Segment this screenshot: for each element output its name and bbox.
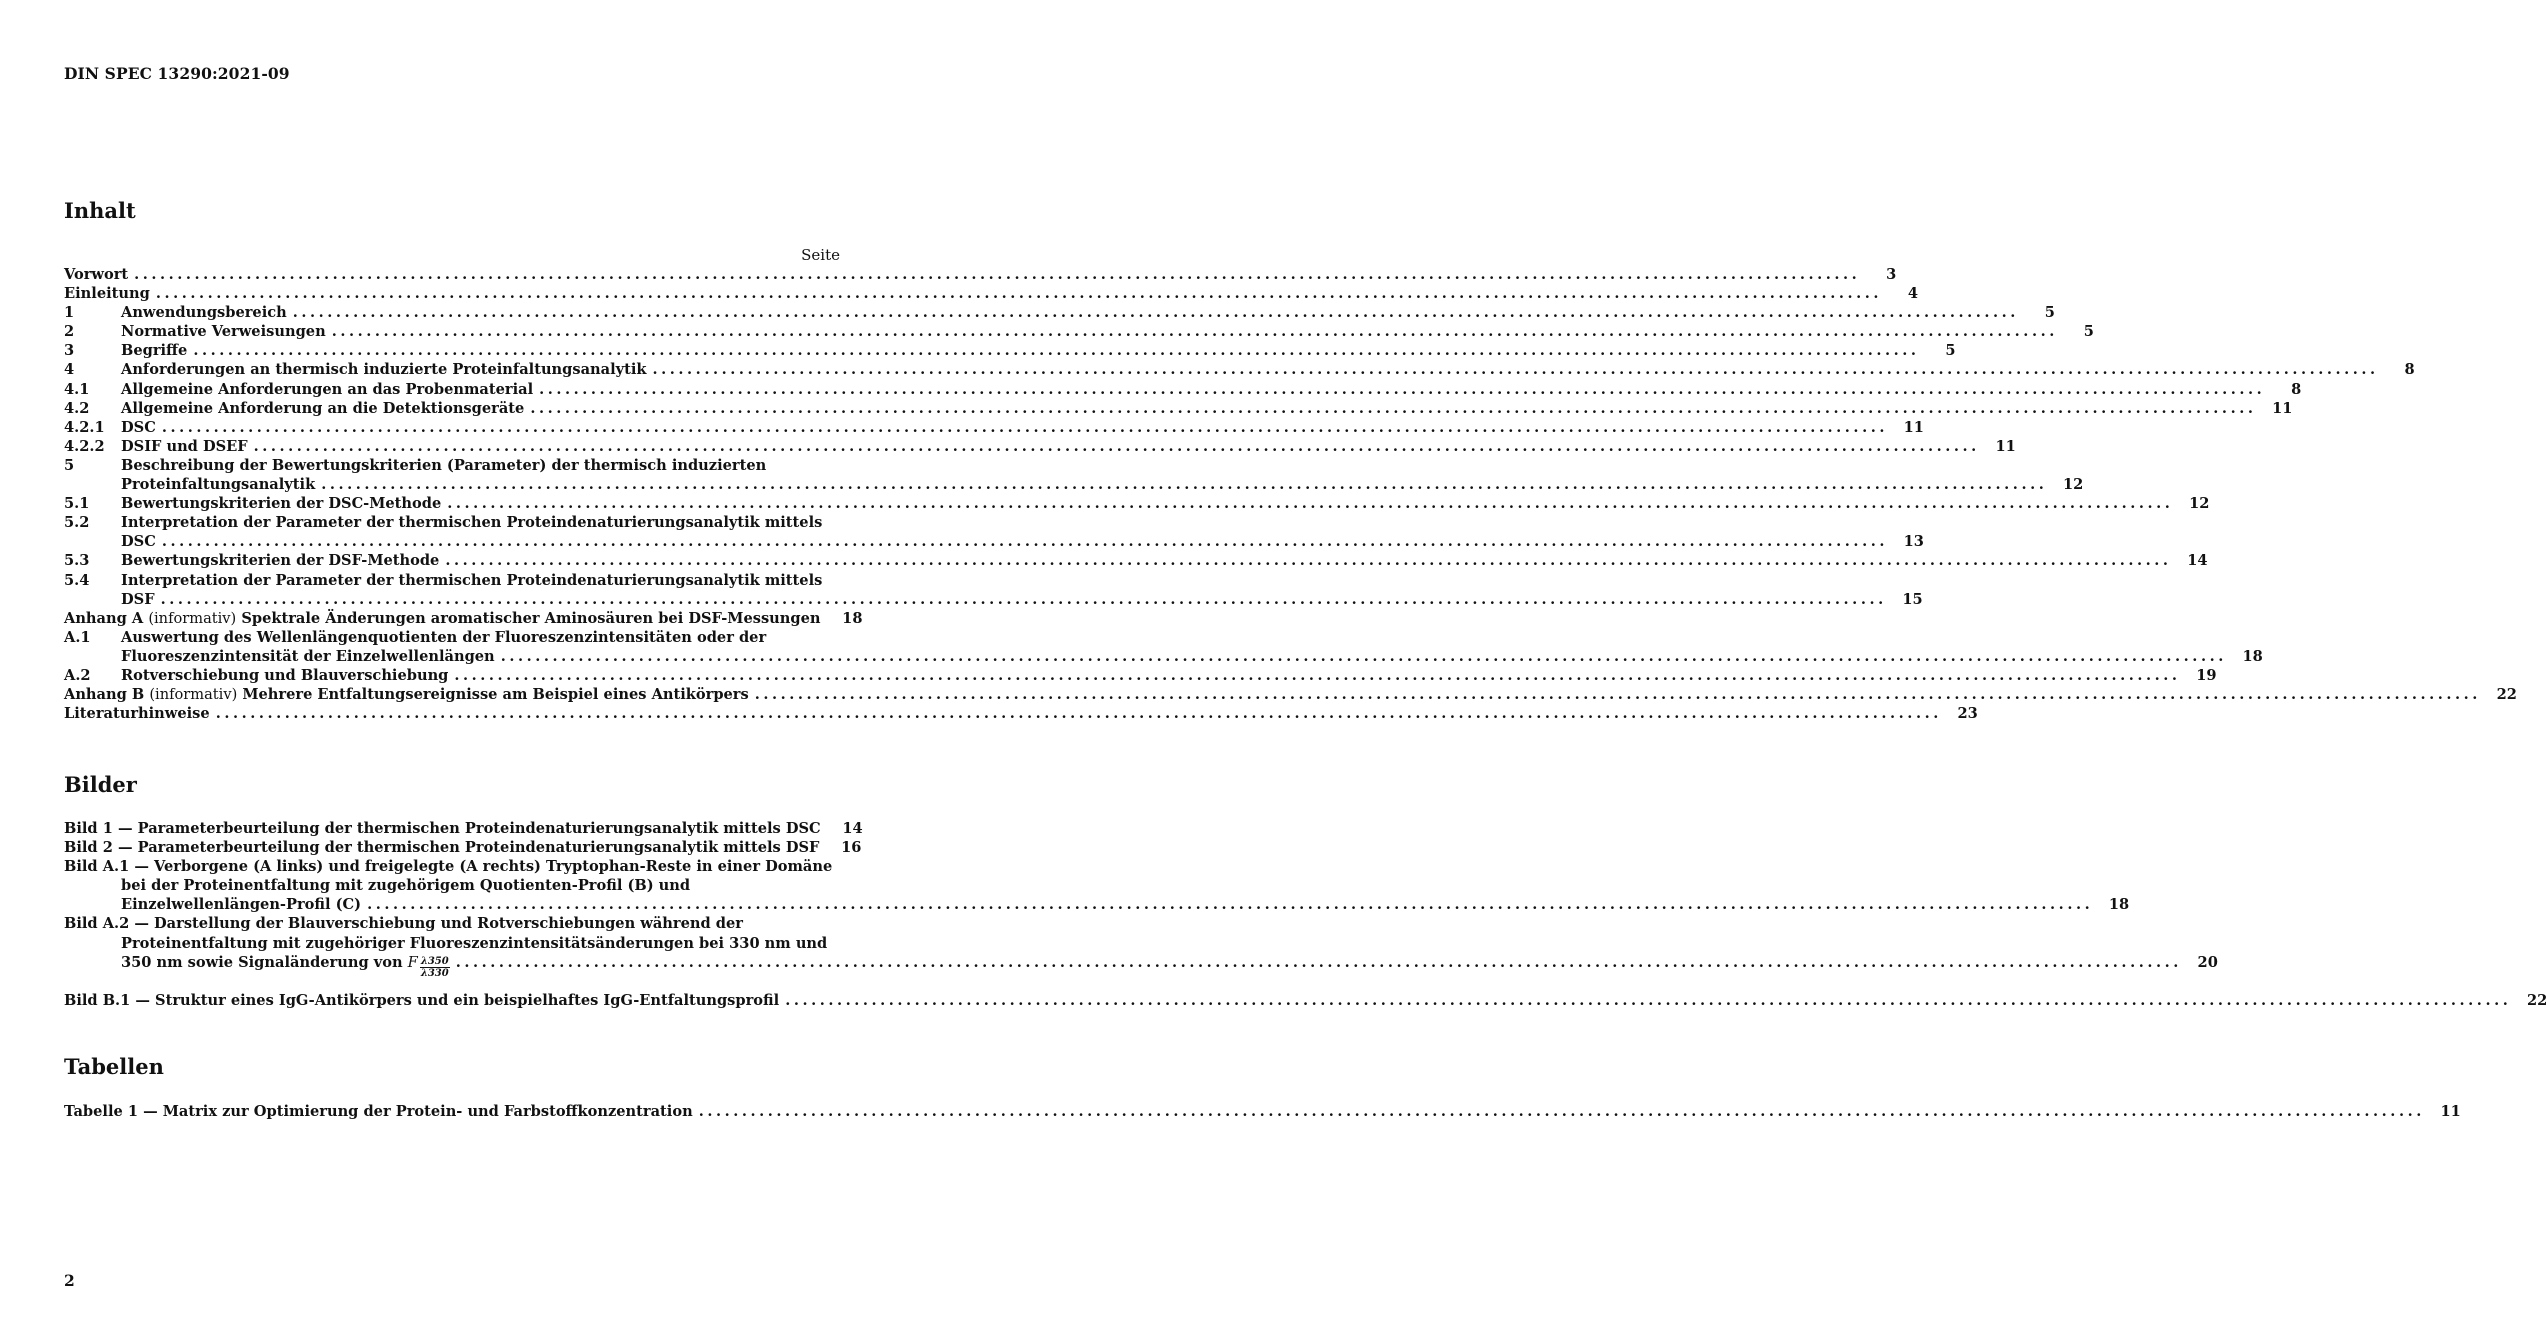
toc-entry[interactable] bbox=[64, 380, 2302, 399]
figure-entry[interactable] bbox=[64, 819, 863, 838]
dot-leader: ........................................................................................................................................................................................................ bbox=[367, 896, 2094, 914]
figure-entry-title: Bild 1 — Parameterbeurteilung der thermischen Proteindenaturierungsanalytik mittels DSC bbox=[64, 820, 821, 837]
toc-entry-number: 3 bbox=[64, 342, 75, 360]
annex-kind: (informativ) bbox=[149, 686, 238, 704]
toc-entry-page: 18 bbox=[2242, 647, 2263, 665]
toc-entry-page: 13 bbox=[1903, 533, 1924, 551]
dot-leader: ........................................................................................................................................................................................................ bbox=[454, 666, 2181, 684]
toc-entry[interactable] bbox=[64, 437, 2016, 456]
toc-entry-number: A.1 bbox=[64, 628, 91, 646]
toc-entry-page: 18 bbox=[842, 609, 863, 627]
toc-entry-number: 4 bbox=[64, 361, 75, 379]
toc-entry-title: Allgemeine Anforderungen an das Probenmaterial bbox=[121, 380, 534, 398]
toc-entry-title: Literaturhinweise bbox=[64, 705, 210, 723]
toc-entry-page: 19 bbox=[2196, 666, 2217, 684]
toc-entry-number: 4.2.2 bbox=[64, 437, 105, 455]
toc-entry-annex[interactable] bbox=[64, 685, 2517, 704]
toc-entry-page: 4 bbox=[1907, 285, 1918, 303]
toc-entry-page: 22 bbox=[2496, 686, 2517, 704]
toc-entry[interactable] bbox=[64, 418, 1924, 437]
toc-entry-title-line1: Interpretation der Parameter der thermischen Proteindenaturierungsanalytik mittels bbox=[121, 571, 823, 589]
toc-entry[interactable] bbox=[64, 551, 2208, 570]
table-entry-title: Tabelle 1 — Matrix zur Optimierung der Protein- und Farbstoffkonzentration bbox=[64, 1103, 693, 1120]
figure-entry[interactable] bbox=[64, 991, 2547, 1010]
toc-entry[interactable] bbox=[64, 628, 2263, 666]
toc-entry-page: 14 bbox=[2187, 552, 2208, 570]
toc-entry-title: Rotverschiebung und Blauverschiebung bbox=[121, 666, 449, 684]
math-fraction bbox=[420, 956, 450, 979]
figure-entry[interactable] bbox=[64, 914, 2218, 979]
toc-entry-title: DSC bbox=[121, 418, 156, 436]
annex-label: Anhang A bbox=[64, 609, 144, 627]
figure-entry-title: Bild B.1 — Struktur eines IgG-Antikörpers und ein beispielhaftes IgG-Entfaltungsprofil bbox=[64, 991, 780, 1009]
fraction-denominator: λ330 bbox=[420, 967, 449, 979]
toc-entry-page: 5 bbox=[2044, 304, 2055, 322]
figure-entry[interactable] bbox=[64, 857, 2130, 914]
toc-entry-title: Anwendungsbereich bbox=[121, 304, 287, 322]
page-number: 2 bbox=[64, 1271, 75, 1290]
figure-entry-title-line1: Bild A.1 — Verborgene (A links) und freigelegte (A rechts) Tryptophan-Reste in einer Domäne bbox=[64, 858, 833, 876]
table-entry-page: 11 bbox=[2440, 1103, 2461, 1120]
toc-entry-number: 4.1 bbox=[64, 380, 90, 398]
dot-leader: ........................................................................................................................................................................................................ bbox=[161, 533, 1888, 551]
dot-leader: ........................................................................................................................................................................................................ bbox=[539, 380, 2266, 398]
toc-entry-page: 8 bbox=[2404, 361, 2415, 379]
dot-leader: ........................................................................................................................................................................................................ bbox=[321, 476, 2048, 494]
dot-leader: ........................................................................................................................................................................................................ bbox=[215, 705, 1942, 723]
dot-leader: ........................................................................................................................................................................................................ bbox=[445, 552, 2172, 570]
toc-entry-title: Einleitung bbox=[64, 285, 150, 303]
toc-entry-title: Normative Verweisungen bbox=[121, 323, 326, 341]
toc-entry-number: 1 bbox=[64, 304, 75, 322]
figure-entry-page: 18 bbox=[2108, 896, 2130, 914]
dot-leader: ........................................................................................................................................................................................................ bbox=[447, 495, 2174, 513]
dot-leader: ........................................................................................................................................................................................................ bbox=[160, 590, 1887, 608]
document-header: DIN SPEC 13290:2021-09 bbox=[64, 64, 290, 83]
dot-leader: ........................................................................................................................................................................................................ bbox=[292, 304, 2019, 322]
toc-entry-number: 4.2 bbox=[64, 399, 90, 417]
toc-entry-page: 11 bbox=[2272, 399, 2293, 417]
figure-entry-page: 16 bbox=[841, 839, 862, 857]
toc-entry-number: 2 bbox=[64, 323, 75, 341]
math-symbol: F bbox=[407, 953, 418, 971]
list-of-tables bbox=[64, 1102, 2461, 1121]
table-of-contents bbox=[64, 265, 2517, 723]
toc-entry[interactable] bbox=[64, 571, 1923, 609]
toc-entry-page: 23 bbox=[1957, 705, 1978, 723]
toc-entry-title: Mehrere Entfaltungsereignisse am Beispiel eines Antikörpers bbox=[242, 686, 749, 704]
figure-entry-title-line3: Einzelwellenlängen-Profil (C) bbox=[121, 896, 362, 914]
figure-entry-page: 14 bbox=[842, 820, 863, 837]
toc-entry-page: 8 bbox=[2291, 380, 2302, 398]
toc-entry[interactable] bbox=[64, 341, 1956, 360]
fraction-numerator: λ350 bbox=[420, 955, 449, 967]
toc-entry-title-line2: DSC bbox=[121, 533, 156, 551]
toc-entry[interactable] bbox=[64, 494, 2210, 513]
figure-entry-title: Bild 2 — Parameterbeurteilung der thermischen Proteindenaturierungsanalytik mittels DSF bbox=[64, 839, 820, 857]
figure-entry[interactable] bbox=[64, 838, 862, 857]
toc-entry-annex[interactable] bbox=[64, 609, 863, 628]
toc-entry-number: 5.3 bbox=[64, 552, 90, 570]
figure-entry-title-line3: 350 nm sowie Signaländerung von bbox=[121, 953, 403, 971]
toc-entry[interactable] bbox=[64, 360, 2415, 379]
toc-entry-page: 12 bbox=[2189, 495, 2210, 513]
toc-entry-title-line2: Proteinfaltungsanalytik bbox=[121, 476, 316, 494]
toc-entry-title-line2: DSF bbox=[121, 590, 155, 608]
toc-entry[interactable] bbox=[64, 284, 1918, 303]
toc-entry[interactable] bbox=[64, 513, 1924, 551]
toc-entry-title: Begriffe bbox=[121, 342, 188, 360]
toc-entry-title: Vorwort bbox=[64, 266, 129, 283]
dot-leader: ........................................................................................................................................................................................................ bbox=[161, 418, 1888, 436]
dot-leader: ........................................................................................................................................................................................................ bbox=[193, 342, 1920, 360]
toc-entry-title: Spektrale Änderungen aromatischer Aminosäuren bei DSF-Messungen bbox=[241, 609, 821, 627]
toc-entry[interactable] bbox=[64, 399, 2293, 418]
toc-entry-title-line1: Beschreibung der Bewertungskriterien (Parameter) der thermisch induzierten bbox=[121, 456, 767, 474]
tables-title: Tabellen bbox=[64, 1054, 164, 1079]
toc-entry-number: 4.2.1 bbox=[64, 418, 105, 436]
dot-leader: ........................................................................................................................................................................................................ bbox=[785, 991, 2512, 1009]
toc-entry-page: 12 bbox=[2063, 476, 2084, 494]
dot-leader: ........................................................................................................................................................................................................ bbox=[134, 266, 1861, 283]
toc-entry-title: Bewertungskriterien der DSF-Methode bbox=[121, 552, 440, 570]
toc-entry-title: Allgemeine Anforderung an die Detektionsgeräte bbox=[121, 399, 525, 417]
figure-entry-page: 20 bbox=[2197, 953, 2218, 971]
toc-entry-title: Anforderungen an thermisch induzierte Proteinfaltungsanalytik bbox=[121, 361, 647, 379]
toc-entry-page: 5 bbox=[2083, 323, 2094, 341]
figure-entry-page: 22 bbox=[2527, 991, 2547, 1009]
toc-entry-title-line2: Fluoreszenzintensität der Einzelwellenlängen bbox=[121, 647, 495, 665]
dot-leader: ........................................................................................................................................................................................................ bbox=[652, 361, 2379, 379]
dot-leader: ........................................................................................................................................................................................................ bbox=[455, 953, 2182, 971]
page-column-label: Seite bbox=[801, 246, 840, 264]
toc-entry[interactable] bbox=[64, 704, 1978, 723]
toc-entry-page: 11 bbox=[1903, 418, 1924, 436]
toc-entry-title: DSIF und DSEF bbox=[121, 437, 248, 455]
toc-entry[interactable] bbox=[64, 456, 2084, 494]
dot-leader: ........................................................................................................................................................................................................ bbox=[155, 285, 1882, 303]
toc-entry-number: 5.2 bbox=[64, 514, 90, 532]
toc-entry-page: 15 bbox=[1902, 590, 1923, 608]
toc-entry-title: Bewertungskriterien der DSC-Methode bbox=[121, 495, 442, 513]
toc-title: Inhalt bbox=[64, 198, 136, 223]
toc-entry-page: 3 bbox=[1886, 266, 1897, 283]
toc-entry-number: 5.4 bbox=[64, 571, 90, 589]
dot-leader: ........................................................................................................................................................................................................ bbox=[331, 323, 2058, 341]
toc-entry[interactable] bbox=[64, 303, 2055, 322]
toc-entry-number: 5 bbox=[64, 456, 75, 474]
annex-kind: (informativ) bbox=[148, 609, 237, 627]
figures-title: Bilder bbox=[64, 772, 137, 797]
table-entry[interactable] bbox=[64, 1102, 2461, 1121]
dot-leader: ........................................................................................................................................................................................................ bbox=[754, 686, 2481, 704]
annex-label: Anhang B bbox=[64, 686, 145, 704]
toc-entry-number: 5.1 bbox=[64, 495, 90, 513]
list-of-figures bbox=[64, 819, 2547, 1010]
dot-leader: ........................................................................................................................................................................................................ bbox=[500, 647, 2227, 665]
toc-entry-title-line1: Auswertung des Wellenlängenquotienten der Fluoreszenzintensitäten oder der bbox=[121, 628, 767, 646]
figure-entry-title-line2: bei der Proteinentfaltung mit zugehörigem Quotienten-Profil (B) und bbox=[121, 877, 691, 895]
toc-entry-page: 11 bbox=[1995, 437, 2016, 455]
dot-leader: ........................................................................................................................................................................................................ bbox=[698, 1103, 2425, 1120]
toc-entry-number: A.2 bbox=[64, 666, 91, 684]
toc-entry[interactable] bbox=[64, 666, 2217, 685]
figure-entry-title-line1: Bild A.2 — Darstellung der Blauverschiebung und Rotverschiebungen während der bbox=[64, 915, 743, 933]
dot-leader: ........................................................................................................................................................................................................ bbox=[253, 437, 1980, 455]
toc-entry-title-line1: Interpretation der Parameter der thermischen Proteindenaturierungsanalytik mittels bbox=[121, 514, 823, 532]
toc-entry[interactable] bbox=[64, 322, 2094, 341]
toc-entry-page: 5 bbox=[1945, 342, 1956, 360]
dot-leader: ........................................................................................................................................................................................................ bbox=[530, 399, 2257, 417]
toc-entry[interactable] bbox=[64, 265, 1897, 284]
figure-entry-title-line2: Proteinentfaltung mit zugehöriger Fluoreszenzintensitätsänderungen bei 330 nm und bbox=[121, 934, 828, 952]
